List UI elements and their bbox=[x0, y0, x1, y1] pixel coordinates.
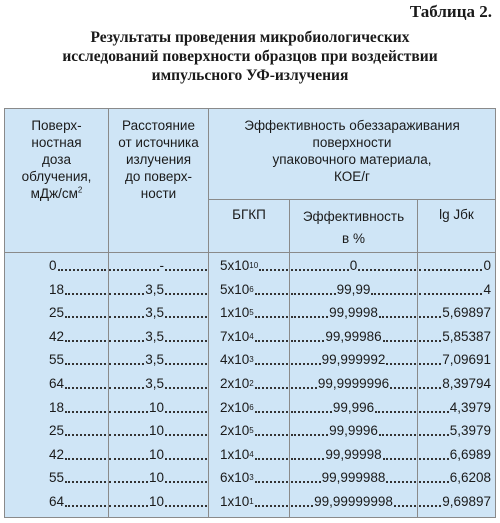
dose-value: 18 bbox=[49, 399, 65, 415]
cell-distance bbox=[108, 373, 164, 395]
dot-leader bbox=[255, 363, 288, 365]
dot-leader bbox=[419, 505, 441, 507]
cell-dose bbox=[49, 255, 107, 277]
dot-leader bbox=[65, 340, 106, 342]
dot-leader bbox=[109, 411, 148, 413]
cell-dose bbox=[49, 326, 107, 348]
cell-distance-tail bbox=[164, 279, 208, 301]
caption-line: исследований поверхности образцов при воздействии bbox=[62, 48, 438, 65]
bgkp-mantissa: 2x10 bbox=[220, 399, 250, 415]
lg-value: 0 bbox=[483, 258, 491, 273]
cell-dose bbox=[49, 349, 107, 371]
cell-bgkp: 2x10 6 bbox=[220, 397, 289, 419]
table-row bbox=[5, 326, 497, 348]
dot-leader bbox=[255, 434, 288, 436]
lg-value: 6,6208 bbox=[449, 470, 491, 486]
distance-value: 3,5 bbox=[145, 328, 164, 344]
dot-leader bbox=[291, 363, 321, 365]
lg-value: 5,3979 bbox=[449, 423, 491, 439]
efficiency-value: 99,9999996 bbox=[317, 376, 390, 391]
table-row bbox=[5, 397, 497, 419]
cell-efficiency bbox=[290, 255, 417, 277]
cell-distance bbox=[108, 326, 164, 348]
dot-leader bbox=[419, 434, 449, 436]
dot-leader bbox=[255, 458, 288, 460]
cell-distance bbox=[108, 349, 164, 371]
table-row bbox=[5, 349, 497, 371]
efficiency-value: 99,996 bbox=[332, 399, 375, 415]
dot-leader bbox=[291, 387, 317, 389]
dot-leader bbox=[255, 481, 288, 483]
dot-leader bbox=[165, 316, 207, 318]
distance-value: 10 bbox=[148, 446, 164, 462]
dot-leader bbox=[65, 505, 106, 507]
cell-efficiency bbox=[290, 420, 417, 442]
dot-leader bbox=[165, 481, 207, 483]
dot-leader bbox=[291, 293, 336, 295]
header-text: ности bbox=[140, 186, 177, 201]
cell-dose bbox=[49, 444, 107, 466]
efficiency-value: 99,9996 bbox=[329, 423, 378, 439]
cell-efficiency bbox=[290, 373, 417, 395]
dot-leader bbox=[419, 411, 449, 413]
bgkp-mantissa: 7x10 bbox=[220, 328, 250, 344]
header-text: ностная bbox=[31, 135, 82, 150]
header-efficiency-percent bbox=[290, 206, 417, 250]
dot-leader bbox=[291, 481, 321, 483]
header-text: КОЕ/г bbox=[334, 169, 370, 184]
efficiency-value: 0 bbox=[349, 258, 358, 273]
dose-value: 55 bbox=[49, 352, 65, 368]
cell-efficiency bbox=[290, 397, 417, 419]
header-divider bbox=[5, 252, 495, 253]
efficiency-value: 99,99998 bbox=[325, 446, 382, 462]
lg-value: 6,6989 bbox=[449, 446, 491, 462]
table-row bbox=[5, 302, 497, 324]
cell-bgkp: 5x10 6 bbox=[220, 279, 289, 301]
cell-distance bbox=[108, 397, 164, 419]
dot-leader bbox=[419, 293, 482, 295]
distance-value: 3,5 bbox=[145, 305, 164, 321]
dot-leader bbox=[291, 434, 328, 436]
dot-leader bbox=[371, 293, 416, 295]
cell-distance bbox=[108, 420, 164, 442]
dot-leader bbox=[419, 481, 449, 483]
dot-leader bbox=[65, 458, 106, 460]
lg-value: 8,39794 bbox=[442, 376, 491, 391]
dot-leader bbox=[419, 269, 482, 271]
dot-leader bbox=[383, 340, 416, 342]
cell-distance-tail bbox=[164, 255, 208, 277]
dot-leader bbox=[165, 340, 207, 342]
row-divider bbox=[208, 199, 495, 200]
dot-leader bbox=[386, 363, 416, 365]
cell-lg bbox=[418, 491, 491, 513]
cell-lg bbox=[418, 255, 491, 277]
table-row bbox=[5, 467, 497, 489]
lg-value: 5,69897 bbox=[442, 305, 491, 321]
cell-dose bbox=[49, 373, 107, 395]
table-number: Таблица 2. bbox=[409, 2, 492, 21]
cell-lg bbox=[418, 420, 491, 442]
cell-distance-tail bbox=[164, 444, 208, 466]
dot-leader bbox=[419, 340, 441, 342]
dot-leader bbox=[291, 411, 332, 413]
table-row bbox=[5, 279, 497, 301]
dot-leader bbox=[58, 269, 106, 271]
distance-value: 10 bbox=[148, 423, 164, 439]
table-row bbox=[5, 491, 497, 513]
cell-dose bbox=[49, 279, 107, 301]
cell-distance-tail bbox=[164, 397, 208, 419]
dot-leader bbox=[109, 505, 148, 507]
dot-leader bbox=[390, 387, 416, 389]
header-text: Расстояние bbox=[122, 118, 195, 133]
cell-distance bbox=[108, 279, 164, 301]
cell-lg bbox=[418, 397, 491, 419]
cell-bgkp: 4x10 3 bbox=[220, 349, 289, 371]
distance-value: 3,5 bbox=[145, 281, 164, 297]
dot-leader bbox=[65, 481, 106, 483]
table-row bbox=[5, 444, 497, 466]
cell-dose bbox=[49, 467, 107, 489]
dot-leader bbox=[419, 316, 441, 318]
dot-leader bbox=[165, 411, 207, 413]
distance-value: 3,5 bbox=[145, 352, 164, 368]
efficiency-value: 99,99 bbox=[336, 281, 371, 297]
dot-leader bbox=[375, 411, 416, 413]
caption-line: импульсного УФ-излучения bbox=[151, 67, 349, 84]
efficiency-value: 99,999988 bbox=[321, 470, 386, 486]
bgkp-mantissa: 2x10 bbox=[220, 423, 250, 439]
header-text: поверхности bbox=[312, 135, 392, 150]
cell-efficiency bbox=[290, 467, 417, 489]
table-row bbox=[5, 373, 497, 395]
cell-efficiency bbox=[290, 444, 417, 466]
header-dose bbox=[5, 117, 108, 202]
header-lg: lg Jбк bbox=[439, 207, 474, 222]
header-text: в % bbox=[342, 231, 365, 246]
caption-line: Результаты проведения микробиологических bbox=[90, 29, 410, 46]
lg-value: 9,69897 bbox=[442, 494, 491, 509]
distance-value: 3,5 bbox=[145, 376, 164, 391]
results-table bbox=[4, 108, 496, 518]
cell-efficiency bbox=[290, 279, 417, 301]
cell-lg bbox=[418, 373, 491, 395]
cell-distance-tail bbox=[164, 326, 208, 348]
cell-lg bbox=[418, 279, 491, 301]
dot-leader bbox=[165, 363, 207, 365]
cell-dose bbox=[49, 302, 107, 324]
header-text: Эффективность bbox=[302, 209, 405, 224]
cell-distance-tail bbox=[164, 349, 208, 371]
cell-bgkp: 1x10 1 bbox=[220, 491, 289, 513]
header-text: Эффективность обеззараживания bbox=[244, 118, 460, 133]
dot-leader bbox=[165, 505, 207, 507]
dose-value: 42 bbox=[49, 446, 65, 462]
cell-efficiency bbox=[290, 326, 417, 348]
dot-leader bbox=[419, 387, 441, 389]
table-row bbox=[5, 420, 497, 442]
dot-leader bbox=[109, 269, 159, 271]
efficiency-value: 99,9998 bbox=[329, 305, 378, 321]
lg-value: 5,85387 bbox=[442, 328, 491, 344]
dose-value: 64 bbox=[49, 494, 65, 509]
table-caption bbox=[0, 28, 500, 85]
header-text: облучения, bbox=[21, 169, 92, 184]
dot-leader bbox=[419, 458, 449, 460]
distance-value: - bbox=[159, 258, 164, 273]
dot-leader bbox=[165, 269, 207, 271]
bgkp-mantissa: 6x10 bbox=[220, 470, 250, 486]
dot-leader bbox=[255, 316, 288, 318]
dot-leader bbox=[255, 340, 288, 342]
table-row bbox=[5, 255, 497, 277]
dot-leader bbox=[65, 293, 106, 295]
header-text: упаковочного материала, bbox=[272, 152, 432, 167]
dose-value: 64 bbox=[49, 376, 65, 391]
dot-leader bbox=[65, 387, 106, 389]
cell-dose bbox=[49, 420, 107, 442]
dot-leader bbox=[386, 481, 416, 483]
cell-lg bbox=[418, 326, 491, 348]
dot-leader bbox=[109, 481, 148, 483]
cell-efficiency bbox=[290, 302, 417, 324]
efficiency-value: 99,99999998 bbox=[314, 494, 393, 509]
dot-leader bbox=[109, 458, 148, 460]
header-text: Поверх- bbox=[31, 118, 82, 133]
dot-leader bbox=[65, 434, 106, 436]
distance-value: 10 bbox=[148, 470, 164, 486]
dot-leader bbox=[383, 458, 416, 460]
header-distance bbox=[109, 117, 208, 202]
dot-leader bbox=[65, 363, 106, 365]
dose-value: 18 bbox=[49, 281, 65, 297]
dose-value: 25 bbox=[49, 423, 65, 439]
dot-leader bbox=[259, 269, 288, 271]
cell-lg bbox=[418, 349, 491, 371]
header-efficiency-group bbox=[209, 117, 495, 185]
bgkp-mantissa: 5x10 bbox=[220, 258, 250, 273]
header-text: до поверх- bbox=[124, 169, 193, 184]
cell-bgkp: 2x10 5 bbox=[220, 420, 289, 442]
dot-leader bbox=[109, 293, 144, 295]
header-text: от источника bbox=[118, 135, 199, 150]
dot-leader bbox=[109, 316, 144, 318]
cell-bgkp: 2x10 2 bbox=[220, 373, 289, 395]
dot-leader bbox=[255, 411, 288, 413]
cell-bgkp: 1x10 4 bbox=[220, 444, 289, 466]
cell-bgkp: 1x10 5 bbox=[220, 302, 289, 324]
cell-lg bbox=[418, 444, 491, 466]
dot-leader bbox=[65, 411, 106, 413]
lg-value: 4,3979 bbox=[449, 399, 491, 415]
dot-leader bbox=[394, 505, 416, 507]
cell-distance bbox=[108, 491, 164, 513]
cell-bgkp: 5x10 10 bbox=[220, 255, 289, 277]
cell-dose bbox=[49, 491, 107, 513]
cell-distance-tail bbox=[164, 373, 208, 395]
dot-leader bbox=[291, 458, 324, 460]
dose-value: 25 bbox=[49, 305, 65, 321]
dot-leader bbox=[109, 340, 144, 342]
dose-value: 42 bbox=[49, 328, 65, 344]
cell-bgkp: 6x10 3 bbox=[220, 467, 289, 489]
lg-value: 7,09691 bbox=[442, 352, 491, 368]
cell-distance-tail bbox=[164, 302, 208, 324]
dot-leader bbox=[165, 434, 207, 436]
cell-lg bbox=[418, 467, 491, 489]
cell-distance bbox=[108, 444, 164, 466]
dot-leader bbox=[291, 505, 313, 507]
dot-leader bbox=[379, 316, 416, 318]
bgkp-mantissa: 2x10 bbox=[220, 376, 250, 391]
cell-efficiency bbox=[290, 349, 417, 371]
dot-leader bbox=[165, 458, 207, 460]
dot-leader bbox=[255, 293, 288, 295]
dot-leader bbox=[358, 269, 416, 271]
cell-distance-tail bbox=[164, 467, 208, 489]
dot-leader bbox=[291, 316, 328, 318]
header-text: излучения bbox=[125, 152, 192, 167]
dose-value: 0 bbox=[49, 258, 57, 273]
dot-leader bbox=[65, 316, 106, 318]
efficiency-value: 99,999992 bbox=[321, 352, 386, 368]
dot-leader bbox=[419, 363, 441, 365]
cell-efficiency bbox=[290, 491, 417, 513]
cell-lg bbox=[418, 302, 491, 324]
cell-distance bbox=[108, 255, 164, 277]
dot-leader bbox=[291, 269, 349, 271]
cell-distance-tail bbox=[164, 420, 208, 442]
dot-leader bbox=[291, 340, 324, 342]
header-unit-sup: 2 bbox=[77, 185, 83, 195]
cell-distance bbox=[108, 467, 164, 489]
header-text bbox=[5, 185, 108, 202]
bgkp-mantissa: 1x10 bbox=[220, 494, 250, 509]
lg-value: 4 bbox=[483, 281, 491, 297]
cell-dose bbox=[49, 397, 107, 419]
dot-leader bbox=[109, 363, 144, 365]
header-bgkp: БГКП bbox=[232, 207, 266, 222]
distance-value: 10 bbox=[148, 494, 164, 509]
dot-leader bbox=[109, 387, 144, 389]
cell-bgkp: 7x10 4 bbox=[220, 326, 289, 348]
dot-leader bbox=[379, 434, 416, 436]
dot-leader bbox=[255, 505, 288, 507]
distance-value: 10 bbox=[148, 399, 164, 415]
dot-leader bbox=[165, 293, 207, 295]
dose-value: 55 bbox=[49, 470, 65, 486]
dot-leader bbox=[165, 387, 207, 389]
cell-distance-tail bbox=[164, 491, 208, 513]
efficiency-value: 99,99986 bbox=[325, 328, 382, 344]
bgkp-mantissa: 5x10 bbox=[220, 281, 250, 297]
bgkp-mantissa: 1x10 bbox=[220, 446, 250, 462]
bgkp-mantissa: 1x10 bbox=[220, 305, 250, 321]
cell-distance bbox=[108, 302, 164, 324]
dot-leader bbox=[255, 387, 288, 389]
dot-leader bbox=[109, 434, 148, 436]
header-unit: мДж/см bbox=[30, 186, 78, 201]
bgkp-mantissa: 4x10 bbox=[220, 352, 250, 368]
header-text: доза bbox=[42, 152, 71, 167]
